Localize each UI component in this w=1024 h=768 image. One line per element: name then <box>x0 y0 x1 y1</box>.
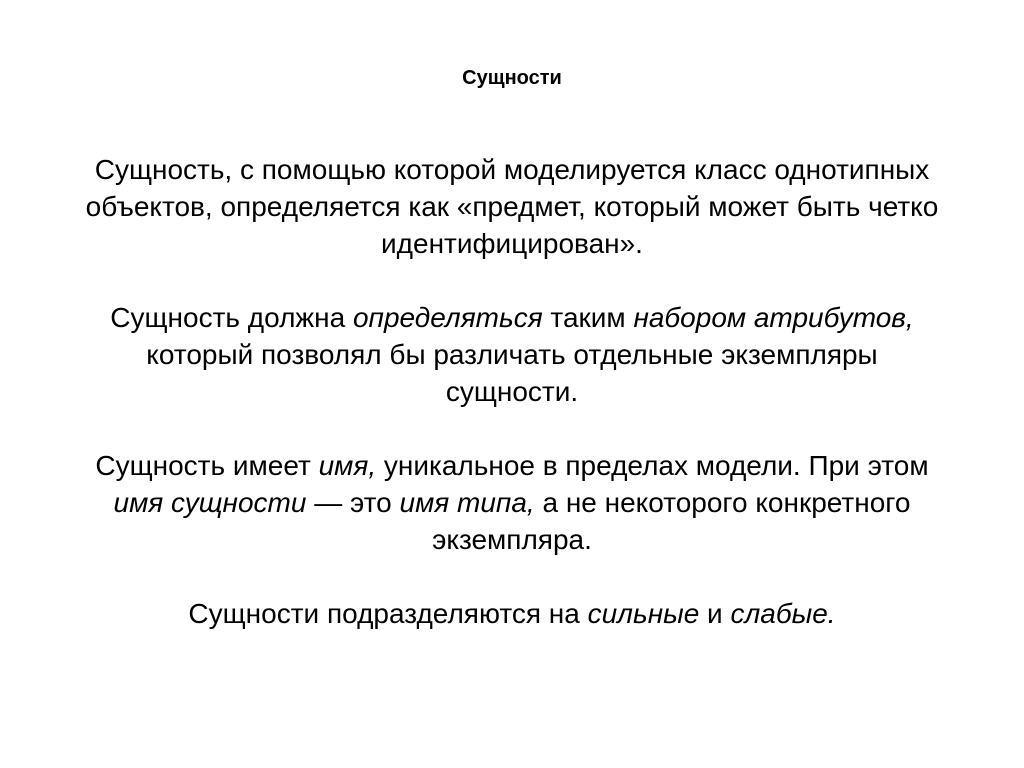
paragraph-line: Сущность, с помощью которой моделируется класс однотипных <box>94 154 930 185</box>
paragraph-line: который позволял бы различать отдельные экземпляры <box>146 339 878 370</box>
italic-term: имя типа, <box>399 487 535 518</box>
text-run: таким <box>542 302 634 333</box>
paragraph-definition <box>24 151 1000 262</box>
paragraph-name <box>24 447 1000 558</box>
paragraph-line <box>24 595 1000 632</box>
slide-body <box>24 151 1000 632</box>
text-run: а не некоторого конкретного <box>534 487 911 518</box>
text-run: Сущности подразделяются на <box>188 598 588 629</box>
paragraph-line: объектов, определяется как «предмет, который может быть четко <box>85 191 939 222</box>
paragraph-line <box>24 299 1000 336</box>
italic-term: имя сущности <box>113 487 307 518</box>
paragraph-line: экземпляра. <box>432 524 592 555</box>
paragraph-line <box>24 447 1000 484</box>
italic-term: определяться <box>352 302 543 333</box>
italic-term: сильные <box>587 598 700 629</box>
text-run: Сущность должна <box>110 302 353 333</box>
paragraph-types <box>24 595 1000 632</box>
text-run: уникальное в пределах модели. При этом <box>376 450 929 481</box>
italic-term: слабые. <box>730 598 836 629</box>
text-run: и <box>699 598 731 629</box>
italic-term: имя, <box>318 450 377 481</box>
paragraph-attributes <box>24 299 1000 410</box>
paragraph-line: идентифицирован». <box>381 228 643 259</box>
italic-term: набором атрибутов, <box>633 302 914 333</box>
text-run: — это <box>306 487 400 518</box>
slide-title: Сущности <box>462 67 562 89</box>
paragraph-line: сущности. <box>445 376 579 407</box>
paragraph-line <box>24 484 1000 521</box>
text-run: Сущность имеет <box>95 450 319 481</box>
